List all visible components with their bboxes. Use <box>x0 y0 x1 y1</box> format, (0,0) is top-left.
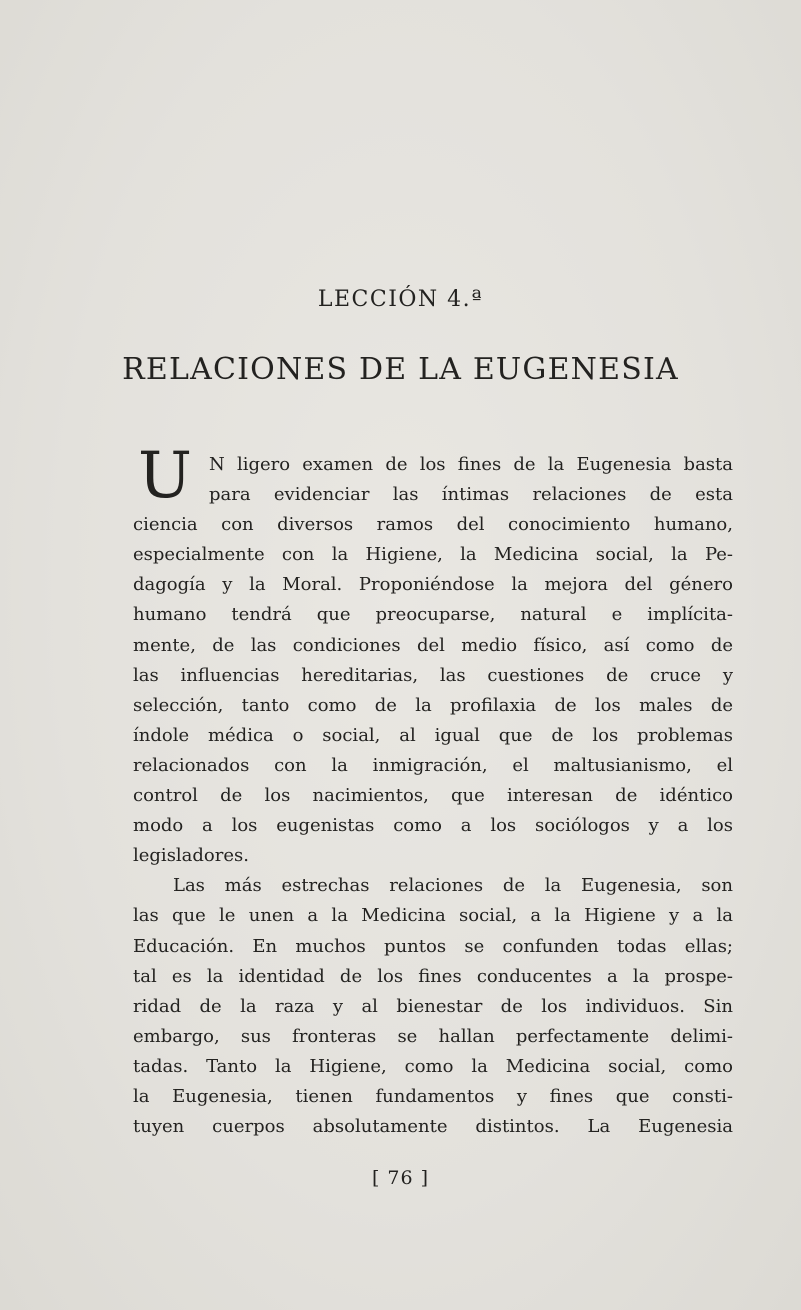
body-text <box>133 450 733 1142</box>
text-line: selección, tanto como de la profilaxia de los males de <box>133 694 733 716</box>
drop-cap: U <box>138 439 192 513</box>
text-line: tadas. Tanto la Higiene, como la Medicina social, como <box>133 1055 733 1077</box>
text-line: legisladores. <box>133 845 249 867</box>
text-line: modo a los eugenistas como a los sociólogos y a los <box>133 815 733 837</box>
text-line: tuyen cuerpos absolutamente distintos. La Eugenesia <box>133 1116 733 1138</box>
text-line: especialmente con la Higiene, la Medicina social, la Pe- <box>133 544 733 566</box>
text-line: N ligero examen de los fines de la Eugenesia basta <box>209 454 733 475</box>
text-line: para evidenciar las íntimas relaciones de esta <box>209 484 733 506</box>
text-line: las influencias hereditarias, las cuestiones de cruce y <box>133 664 733 686</box>
text-line: ciencia con diversos ramos del conocimiento humano, <box>133 514 733 536</box>
text-line: dagogía y la Moral. Proponiéndose la mejora del género <box>133 574 733 596</box>
lesson-heading: LECCIÓN 4.ª <box>317 287 484 312</box>
text-line: índole médica o social, al igual que de los problemas <box>133 724 733 746</box>
text-line: humano tendrá que preocuparse, natural e implícita- <box>133 604 733 626</box>
chapter-title: RELACIONES DE LA EUGENESIA <box>122 352 679 387</box>
text-line: relacionados con la inmigración, el maltusianismo, el <box>133 754 733 776</box>
text-line: control de los nacimientos, que interesan de idéntico <box>133 785 733 807</box>
page-number: [ 76 ] <box>371 1167 430 1189</box>
text-line: mente, de las condiciones del medio físico, así como de <box>133 634 733 656</box>
text-line: embargo, sus fronteras se hallan perfectamente delimi- <box>133 1025 733 1047</box>
text-line: ridad de la raza y al bienestar de los individuos. Sin <box>133 995 733 1017</box>
text-line: Educación. En muchos puntos se confunden todas ellas; <box>133 935 733 957</box>
text-line: tal es la identidad de los fines conducentes a la prospe- <box>133 965 733 987</box>
text-line: Las más estrechas relaciones de la Eugenesia, son <box>173 875 733 897</box>
text-line: las que le unen a la Medicina social, a la Higiene y a la <box>133 905 733 927</box>
text-line: la Eugenesia, tienen fundamentos y fines que consti- <box>133 1085 733 1107</box>
